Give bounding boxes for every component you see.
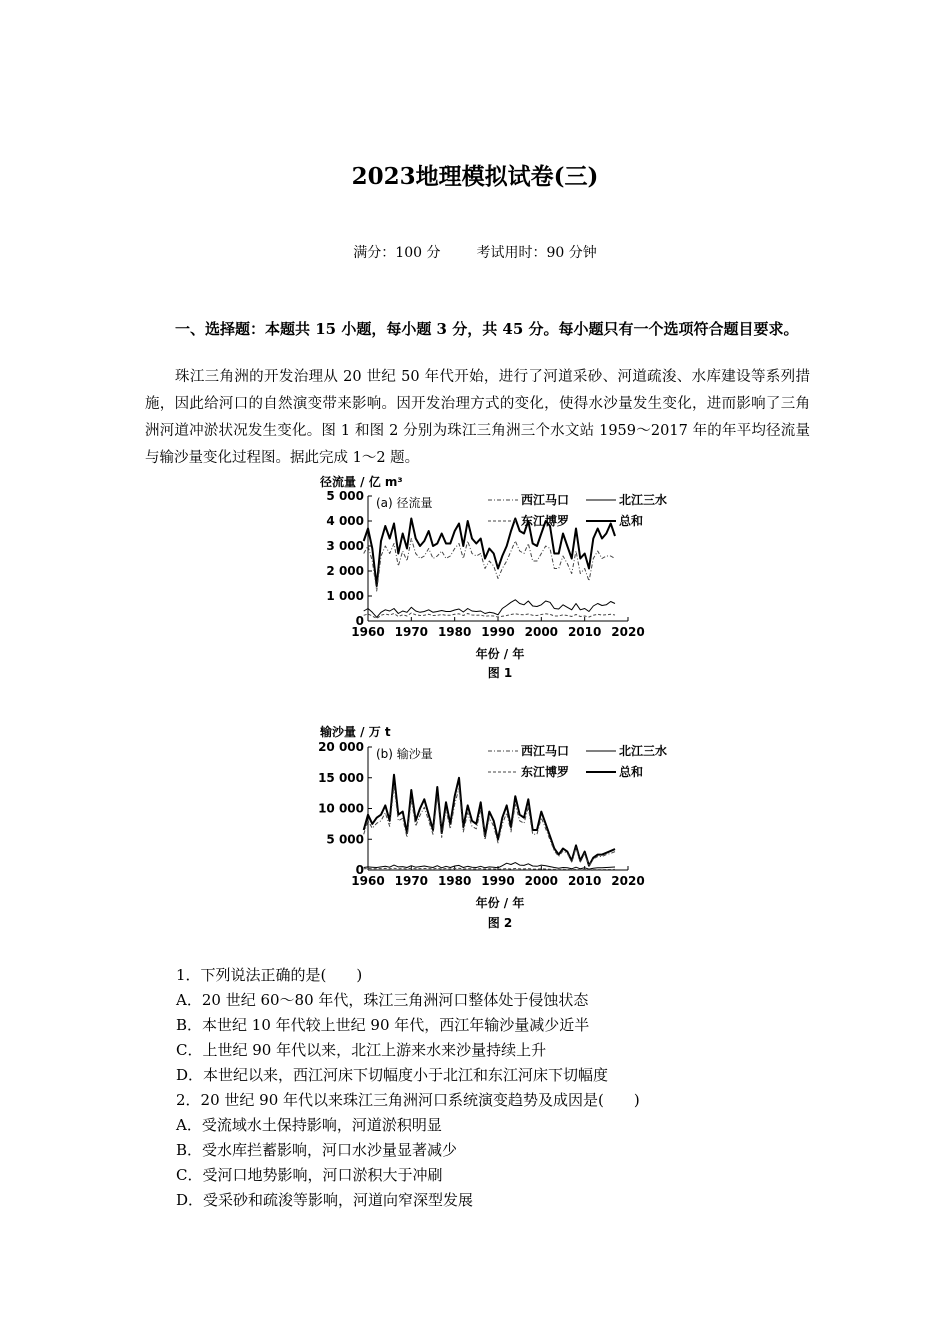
series-line <box>364 613 615 619</box>
legend-label: 东江博罗 <box>521 514 570 528</box>
full-score: 满分：100 分 <box>353 245 441 261</box>
x-tick-label: 1960 <box>351 625 385 639</box>
section-heading: 一、选择题：本题共 15 小题，每小题 3 分，共 45 分。每小题只有一个选项符合题目要求。 <box>175 320 799 338</box>
x-tick-label: 2000 <box>524 874 559 888</box>
panel-label: (a) 径流量 <box>376 496 433 510</box>
question-1-option-a: A．20 世纪 60～80 年代，珠江三角洲河口整体处于侵蚀状态 <box>176 991 589 1009</box>
x-axis-title: 年份 / 年 <box>475 896 525 910</box>
question-1-option-d: D．本世纪以来，西江河床下切幅度小于北江和东江河床下切幅度 <box>176 1066 609 1084</box>
y-tick-label: 15 000 <box>318 770 364 785</box>
legend-label: 总和 <box>619 514 644 528</box>
legend-label: 东江博罗 <box>521 765 570 779</box>
y-tick-label: 2 000 <box>326 564 364 578</box>
x-tick-label: 2020 <box>611 874 645 888</box>
question-2-option-d: D．受采砂和疏浚等影响，河道向窄深型发展 <box>176 1191 474 1209</box>
question-2-stem: 2．20 世纪 90 年代以来珠江三角洲河口系统演变趋势及成因是( ) <box>176 1091 640 1109</box>
x-tick-label: 1980 <box>437 874 472 888</box>
question-1-option-b: B．本世纪 10 年代较上世纪 90 年代，西江年输沙量减少近半 <box>176 1016 590 1034</box>
x-tick-label: 1970 <box>394 625 429 639</box>
y-tick-label: 20 000 <box>318 740 364 754</box>
y-tick-label: 0 <box>355 863 364 877</box>
y-tick-label: 4 000 <box>326 514 364 528</box>
question-2-option-c: C．受河口地势影响，河口淤积大于冲刷 <box>176 1166 443 1184</box>
passage: 珠江三角洲的开发治理从 20 世纪 50 年代开始，进行了河道采砂、河道疏浚、水库建设等系列措施，因此给河口的自然演变带来影响。因开发治理方式的变化，使得水沙量发生变化，进而影响了三角洲河道冲淤状况发生变化。图 1 和图 2 分别为珠江三角洲三个水文站 1959～2017 年的年平均径流量与输沙量变化过程图。据此完成 1～2 题。 <box>145 369 810 466</box>
question-2-option-a: A．受流域水土保持影响，河道淤积明显 <box>176 1116 442 1134</box>
y-tick-label: 3 000 <box>326 539 364 553</box>
series-line <box>364 519 615 587</box>
legend-label: 西江马口 <box>521 493 570 507</box>
x-tick-label: 1990 <box>481 625 515 639</box>
x-tick-label: 1970 <box>394 874 429 888</box>
series-line <box>364 786 615 867</box>
figure-caption: 图 2 <box>487 916 513 930</box>
y-tick-label: 10 000 <box>318 801 364 816</box>
series-line <box>364 863 615 870</box>
x-tick-label: 1980 <box>437 625 472 639</box>
panel-label: (b) 输沙量 <box>376 747 433 761</box>
x-tick-label: 2010 <box>567 874 602 888</box>
x-axis-title: 年份 / 年 <box>475 647 525 661</box>
x-tick-label: 1990 <box>481 874 515 888</box>
question-2-option-b: B．受水库拦蓄影响，河口水沙量显著减少 <box>176 1141 458 1159</box>
legend-label: 西江马口 <box>521 744 570 758</box>
page-title: 2023地理模拟试卷(三) <box>351 163 599 190</box>
legend-label: 总和 <box>619 765 644 779</box>
x-tick-label: 2000 <box>524 625 559 639</box>
legend-label: 北江三水 <box>619 744 668 758</box>
question-1-stem: 1．下列说法正确的是( ) <box>176 966 363 984</box>
y-tick-label: 5 000 <box>326 489 364 503</box>
figure-caption: 图 1 <box>487 666 513 680</box>
x-tick-label: 2020 <box>611 625 645 639</box>
question-1-option-c: C．上世纪 90 年代以来，北江上游来水来沙量持续上升 <box>176 1041 547 1059</box>
y-tick-label: 0 <box>355 614 364 628</box>
exam-meta <box>0 242 950 262</box>
figure-2-sediment-chart <box>300 720 700 935</box>
x-tick-label: 2010 <box>567 625 602 639</box>
y-axis-title: 输沙量 / 万 t <box>320 725 391 739</box>
legend-label: 北江三水 <box>619 493 668 507</box>
series-line <box>364 600 615 618</box>
y-tick-label: 5 000 <box>326 832 364 847</box>
exam-duration: 考试用时：90 分钟 <box>476 245 597 261</box>
series-line <box>364 539 615 592</box>
figure-1-runoff-chart <box>300 470 700 685</box>
y-axis-title: 径流量 / 亿 m³ <box>320 475 403 489</box>
x-tick-label: 1960 <box>351 874 385 888</box>
y-tick-label: 1 000 <box>326 589 364 603</box>
